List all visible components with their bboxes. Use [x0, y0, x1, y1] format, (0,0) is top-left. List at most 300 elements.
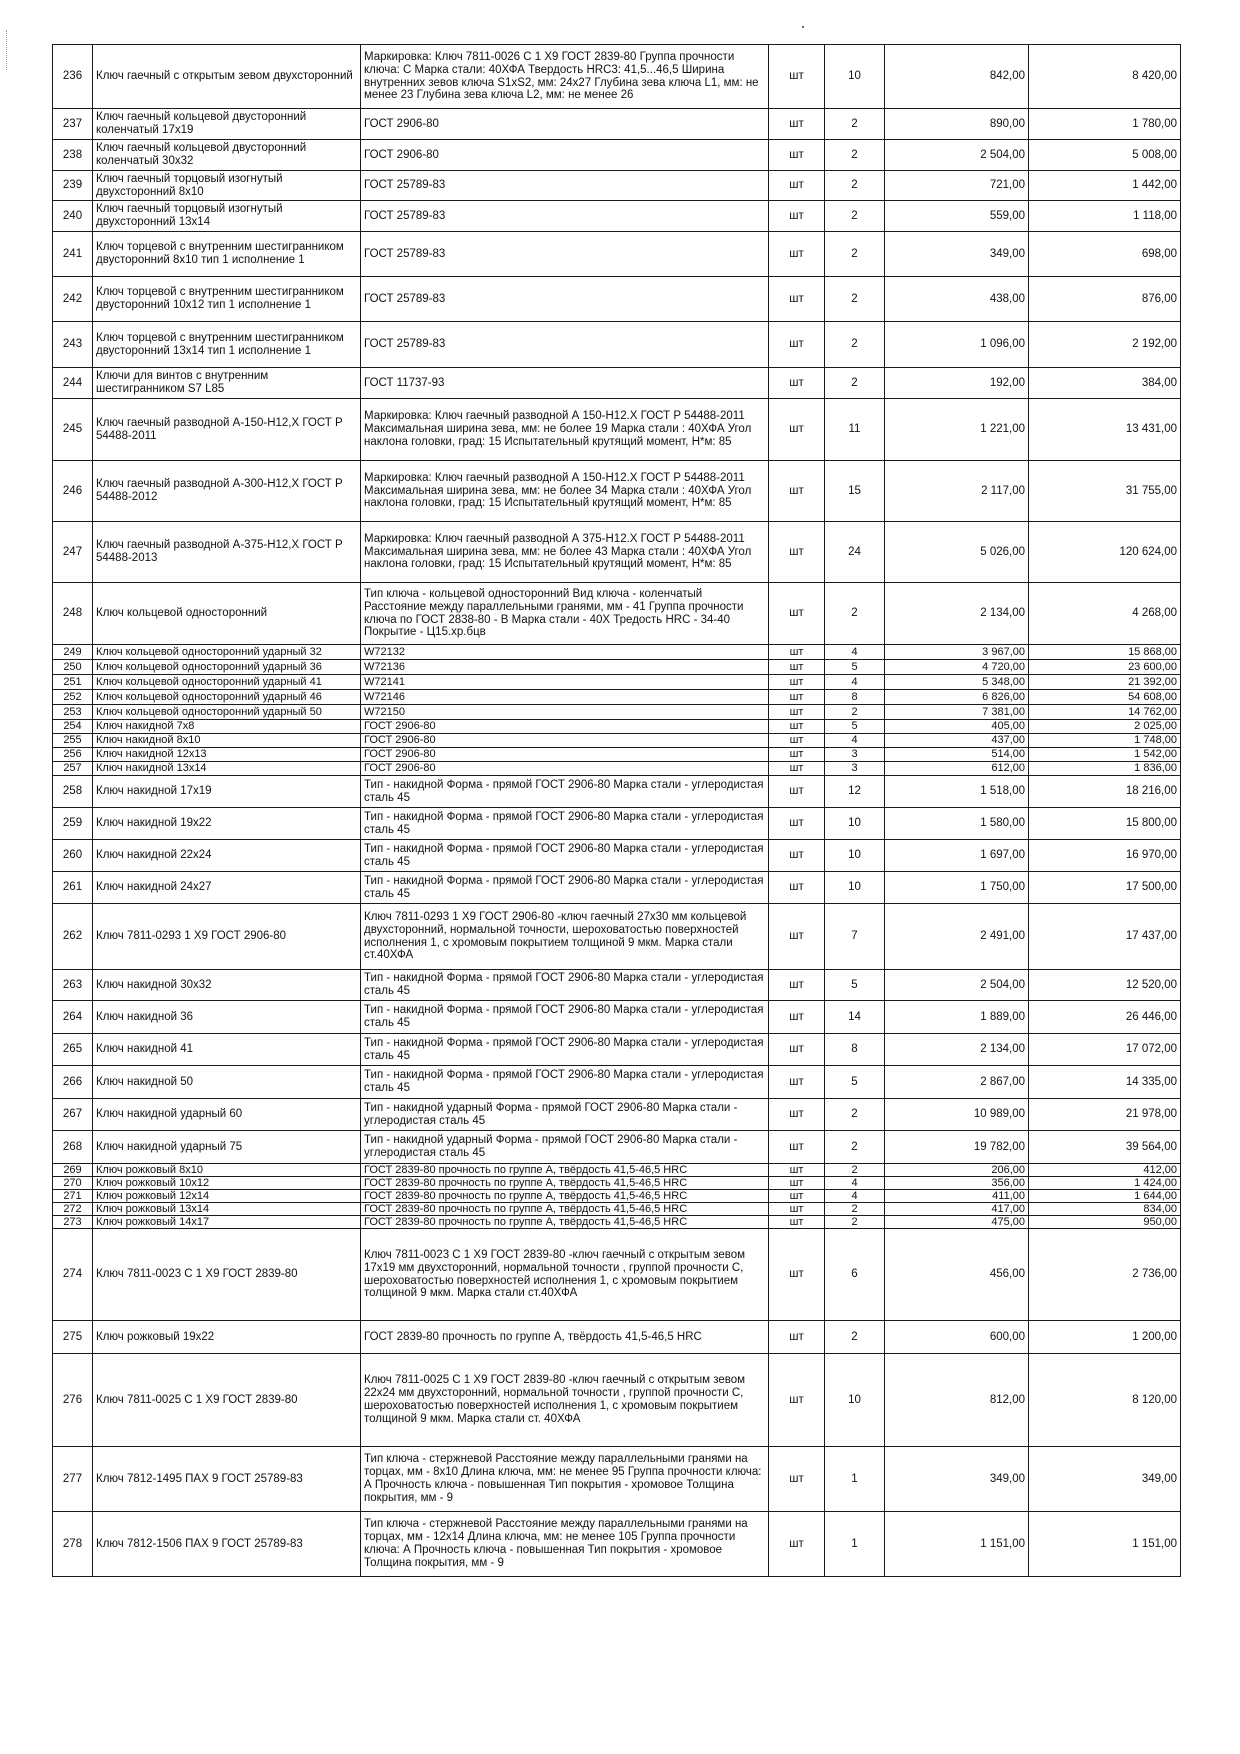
- unit-of-measure-cell: шт: [769, 840, 825, 872]
- item-description-cell: ГОСТ 25789-83: [361, 171, 769, 201]
- item-description-cell: ГОСТ 2839-80 прочность по группе А, твёрдость 41,5-46,5 HRC: [361, 1321, 769, 1354]
- unit-of-measure-cell: шт: [769, 705, 825, 720]
- table-row: [53, 1164, 1181, 1177]
- item-name-cell: Ключ торцевой с внутренним шестигранником двусторонний 8х10 тип 1 исполнение 1: [93, 232, 361, 277]
- row-number-cell: 265: [53, 1034, 93, 1066]
- unit-price-cell: 2 504,00: [885, 140, 1029, 171]
- table-row: [53, 1229, 1181, 1321]
- quantity-cell: 10: [825, 808, 885, 840]
- unit-price-cell: 890,00: [885, 109, 1029, 140]
- quantity-cell: 10: [825, 1354, 885, 1447]
- item-name-cell: Ключ гаечный разводной А-150-Н12,Х ГОСТ Р 54488-2011: [93, 399, 361, 461]
- unit-of-measure-cell: шт: [769, 645, 825, 660]
- quantity-cell: 8: [825, 690, 885, 705]
- unit-price-cell: 2 134,00: [885, 583, 1029, 645]
- quantity-cell: 2: [825, 322, 885, 368]
- item-name-cell: Ключ рожковый 14х17: [93, 1216, 361, 1229]
- line-total-cell: 15 868,00: [1029, 645, 1181, 660]
- unit-of-measure-cell: шт: [769, 1321, 825, 1354]
- row-number-cell: 258: [53, 776, 93, 808]
- unit-of-measure-cell: шт: [769, 232, 825, 277]
- table-row: [53, 277, 1181, 322]
- table-row: [53, 461, 1181, 522]
- quantity-cell: 2: [825, 368, 885, 399]
- line-total-cell: 1 644,00: [1029, 1190, 1181, 1203]
- table-body: [53, 45, 1181, 1577]
- table-row: [53, 1177, 1181, 1190]
- table-row: [53, 1447, 1181, 1512]
- unit-price-cell: 5 026,00: [885, 522, 1029, 583]
- item-description-cell: ГОСТ 11737-93: [361, 368, 769, 399]
- unit-price-cell: 1 096,00: [885, 322, 1029, 368]
- item-description-cell: ГОСТ 25789-83: [361, 232, 769, 277]
- line-total-cell: 26 446,00: [1029, 1001, 1181, 1034]
- unit-price-cell: 437,00: [885, 734, 1029, 748]
- unit-price-cell: 6 826,00: [885, 690, 1029, 705]
- line-total-cell: 17 437,00: [1029, 904, 1181, 970]
- unit-price-cell: 721,00: [885, 171, 1029, 201]
- item-description-cell: ГОСТ 25789-83: [361, 322, 769, 368]
- table-row: [53, 1099, 1181, 1131]
- quantity-cell: 10: [825, 840, 885, 872]
- unit-of-measure-cell: шт: [769, 522, 825, 583]
- quantity-cell: 5: [825, 970, 885, 1001]
- line-total-cell: 2 736,00: [1029, 1229, 1181, 1321]
- item-name-cell: Ключ кольцевой односторонний ударный 32: [93, 645, 361, 660]
- item-description-cell: Тип - накидной ударный Форма - прямой ГОСТ 2906-80 Марка стали - углеродистая сталь 45: [361, 1099, 769, 1131]
- item-description-cell: Тип - накидной Форма - прямой ГОСТ 2906-80 Марка стали - углеродистая сталь 45: [361, 970, 769, 1001]
- row-number-cell: 245: [53, 399, 93, 461]
- line-total-cell: 412,00: [1029, 1164, 1181, 1177]
- unit-of-measure-cell: шт: [769, 45, 825, 109]
- row-number-cell: 267: [53, 1099, 93, 1131]
- unit-of-measure-cell: шт: [769, 1512, 825, 1577]
- quantity-cell: 3: [825, 748, 885, 762]
- item-name-cell: Ключ 7812-1495 ПАХ 9 ГОСТ 25789-83: [93, 1447, 361, 1512]
- unit-of-measure-cell: шт: [769, 1164, 825, 1177]
- item-description-cell: Маркировка: Ключ гаечный разводной А 150-Н12.Х ГОСТ Р 54488-2011 Максимальная ширина зева, мм: не более 34 Марка стали : 40ХФА Угол наклона головки, град: 15 Испытательный крутящий момент, Н*м: 85: [361, 461, 769, 522]
- unit-price-cell: 417,00: [885, 1203, 1029, 1216]
- unit-of-measure-cell: шт: [769, 1066, 825, 1099]
- line-total-cell: 8 120,00: [1029, 1354, 1181, 1447]
- item-name-cell: Ключ 7812-1506 ПАХ 9 ГОСТ 25789-83: [93, 1512, 361, 1577]
- table-row: [53, 1321, 1181, 1354]
- item-name-cell: Ключ накидной ударный 75: [93, 1131, 361, 1164]
- quantity-cell: 5: [825, 720, 885, 734]
- item-name-cell: Ключ кольцевой односторонний ударный 36: [93, 660, 361, 675]
- unit-price-cell: 438,00: [885, 277, 1029, 322]
- table-row: [53, 522, 1181, 583]
- row-number-cell: 248: [53, 583, 93, 645]
- table-row: [53, 1131, 1181, 1164]
- table-row: [53, 322, 1181, 368]
- unit-price-cell: 1 518,00: [885, 776, 1029, 808]
- row-number-cell: 266: [53, 1066, 93, 1099]
- item-description-cell: ГОСТ 2839-80 прочность по группе А, твёрдость 41,5-46,5 HRC: [361, 1164, 769, 1177]
- quantity-cell: 10: [825, 872, 885, 904]
- line-total-cell: 1 780,00: [1029, 109, 1181, 140]
- item-description-cell: ГОСТ 2839-80 прочность по группе А, твёрдость 41,5-46,5 HRC: [361, 1203, 769, 1216]
- unit-of-measure-cell: шт: [769, 201, 825, 232]
- row-number-cell: 243: [53, 322, 93, 368]
- quantity-cell: 14: [825, 1001, 885, 1034]
- table-row: [53, 840, 1181, 872]
- unit-price-cell: 19 782,00: [885, 1131, 1029, 1164]
- row-number-cell: 246: [53, 461, 93, 522]
- row-number-cell: 277: [53, 1447, 93, 1512]
- item-name-cell: Ключ гаечный разводной А-300-Н12,Х ГОСТ Р 54488-2012: [93, 461, 361, 522]
- line-total-cell: 834,00: [1029, 1203, 1181, 1216]
- item-description-cell: ГОСТ 2839-80 прочность по группе А, твёрдость 41,5-46,5 HRC: [361, 1177, 769, 1190]
- line-total-cell: 384,00: [1029, 368, 1181, 399]
- unit-price-cell: 1 151,00: [885, 1512, 1029, 1577]
- item-name-cell: Ключ рожковый 19х22: [93, 1321, 361, 1354]
- row-number-cell: 253: [53, 705, 93, 720]
- line-total-cell: 1 836,00: [1029, 762, 1181, 776]
- unit-price-cell: 356,00: [885, 1177, 1029, 1190]
- item-description-cell: ГОСТ 2906-80: [361, 734, 769, 748]
- row-number-cell: 263: [53, 970, 93, 1001]
- unit-price-cell: 7 381,00: [885, 705, 1029, 720]
- unit-of-measure-cell: шт: [769, 322, 825, 368]
- unit-price-cell: 812,00: [885, 1354, 1029, 1447]
- line-total-cell: 8 420,00: [1029, 45, 1181, 109]
- item-name-cell: Ключ накидной 30х32: [93, 970, 361, 1001]
- quantity-cell: 5: [825, 660, 885, 675]
- row-number-cell: 239: [53, 171, 93, 201]
- item-name-cell: Ключи для винтов с внутренним шестигранником S7 L85: [93, 368, 361, 399]
- row-number-cell: 262: [53, 904, 93, 970]
- unit-of-measure-cell: шт: [769, 904, 825, 970]
- line-total-cell: 1 424,00: [1029, 1177, 1181, 1190]
- unit-of-measure-cell: шт: [769, 1099, 825, 1131]
- line-total-cell: 14 335,00: [1029, 1066, 1181, 1099]
- line-total-cell: 14 762,00: [1029, 705, 1181, 720]
- row-number-cell: 250: [53, 660, 93, 675]
- line-total-cell: 23 600,00: [1029, 660, 1181, 675]
- unit-price-cell: 405,00: [885, 720, 1029, 734]
- quantity-cell: 4: [825, 1190, 885, 1203]
- unit-price-cell: 559,00: [885, 201, 1029, 232]
- quantity-cell: 4: [825, 1177, 885, 1190]
- row-number-cell: 260: [53, 840, 93, 872]
- item-name-cell: Ключ кольцевой односторонний: [93, 583, 361, 645]
- unit-of-measure-cell: шт: [769, 970, 825, 1001]
- table-row: [53, 1034, 1181, 1066]
- unit-price-cell: 600,00: [885, 1321, 1029, 1354]
- quantity-cell: 4: [825, 675, 885, 690]
- item-description-cell: W72141: [361, 675, 769, 690]
- table-row: [53, 970, 1181, 1001]
- unit-price-cell: 349,00: [885, 232, 1029, 277]
- quantity-cell: 15: [825, 461, 885, 522]
- item-name-cell: Ключ торцевой с внутренним шестигранником двусторонний 13х14 тип 1 исполнение 1: [93, 322, 361, 368]
- item-description-cell: Тип - накидной Форма - прямой ГОСТ 2906-80 Марка стали - углеродистая сталь 45: [361, 776, 769, 808]
- item-description-cell: Тип - накидной Форма - прямой ГОСТ 2906-80 Марка стали - углеродистая сталь 45: [361, 872, 769, 904]
- quantity-cell: 2: [825, 1216, 885, 1229]
- quantity-cell: 2: [825, 1131, 885, 1164]
- item-description-cell: ГОСТ 2906-80: [361, 762, 769, 776]
- table-row: [53, 1066, 1181, 1099]
- unit-price-cell: 411,00: [885, 1190, 1029, 1203]
- line-total-cell: 5 008,00: [1029, 140, 1181, 171]
- unit-of-measure-cell: шт: [769, 1034, 825, 1066]
- item-description-cell: W72146: [361, 690, 769, 705]
- row-number-cell: 240: [53, 201, 93, 232]
- item-description-cell: Маркировка: Ключ гаечный разводной А 375-Н12.Х ГОСТ Р 54488-2011 Максимальная ширина зева, мм: не более 43 Марка стали : 40ХФА Угол наклона головки, град: 15 Испытательный крутящий момент, Н*м: 85: [361, 522, 769, 583]
- item-name-cell: Ключ гаечный торцовый изогнутый двухсторонний 13х14: [93, 201, 361, 232]
- unit-of-measure-cell: шт: [769, 1447, 825, 1512]
- item-description-cell: W72132: [361, 645, 769, 660]
- table-row: [53, 1001, 1181, 1034]
- table-row: [53, 171, 1181, 201]
- line-total-cell: 1 200,00: [1029, 1321, 1181, 1354]
- specification-table: [52, 44, 1181, 1577]
- unit-of-measure-cell: шт: [769, 808, 825, 840]
- unit-of-measure-cell: шт: [769, 461, 825, 522]
- item-description-cell: Тип ключа - стержневой Расстояние между параллельными гранями на торцах, мм - 12х14 Длина ключа, мм: не менее 105 Группа прочности ключа: А Прочность ключа - повышенная Тип покрытия - хромовое Толщина покрытия, мм - 9: [361, 1512, 769, 1577]
- unit-of-measure-cell: шт: [769, 1190, 825, 1203]
- quantity-cell: 2: [825, 109, 885, 140]
- row-number-cell: 249: [53, 645, 93, 660]
- line-total-cell: 54 608,00: [1029, 690, 1181, 705]
- item-name-cell: Ключ кольцевой односторонний ударный 41: [93, 675, 361, 690]
- item-description-cell: W72150: [361, 705, 769, 720]
- line-total-cell: 1 748,00: [1029, 734, 1181, 748]
- row-number-cell: 268: [53, 1131, 93, 1164]
- row-number-cell: 274: [53, 1229, 93, 1321]
- row-number-cell: 271: [53, 1190, 93, 1203]
- item-name-cell: Ключ накидной 12х13: [93, 748, 361, 762]
- unit-price-cell: 10 989,00: [885, 1099, 1029, 1131]
- unit-of-measure-cell: шт: [769, 171, 825, 201]
- table-row: [53, 1512, 1181, 1577]
- item-name-cell: Ключ рожковый 8х10: [93, 1164, 361, 1177]
- quantity-cell: 10: [825, 45, 885, 109]
- quantity-cell: 3: [825, 762, 885, 776]
- unit-price-cell: 1 889,00: [885, 1001, 1029, 1034]
- item-description-cell: ГОСТ 25789-83: [361, 201, 769, 232]
- item-name-cell: Ключ гаечный кольцевой двусторонний коленчатый 17х19: [93, 109, 361, 140]
- item-name-cell: Ключ 7811-0293 1 Х9 ГОСТ 2906-80: [93, 904, 361, 970]
- item-description-cell: ГОСТ 25789-83: [361, 277, 769, 322]
- row-number-cell: 272: [53, 1203, 93, 1216]
- unit-of-measure-cell: шт: [769, 720, 825, 734]
- unit-of-measure-cell: шт: [769, 872, 825, 904]
- item-name-cell: Ключ накидной 17х19: [93, 776, 361, 808]
- table-row: [53, 140, 1181, 171]
- line-total-cell: 349,00: [1029, 1447, 1181, 1512]
- scan-speck: [802, 26, 804, 28]
- table-row: [53, 748, 1181, 762]
- item-name-cell: Ключ гаечный разводной А-375-Н12,Х ГОСТ Р 54488-2013: [93, 522, 361, 583]
- item-name-cell: Ключ накидной 50: [93, 1066, 361, 1099]
- item-description-cell: Тип - накидной Форма - прямой ГОСТ 2906-80 Марка стали - углеродистая сталь 45: [361, 808, 769, 840]
- item-description-cell: Тип - накидной Форма - прямой ГОСТ 2906-80 Марка стали - углеродистая сталь 45: [361, 1066, 769, 1099]
- row-number-cell: 278: [53, 1512, 93, 1577]
- item-description-cell: Тип ключа - кольцевой односторонний Вид ключа - коленчатый Расстояние между параллельными гранями, мм - 41 Группа прочности ключа по ГОСТ 2838-80 - В Марка стали - 40Х Тредость HRC - 34-40 Покрытие - Ц15.хр.бцв: [361, 583, 769, 645]
- unit-price-cell: 1 221,00: [885, 399, 1029, 461]
- quantity-cell: 2: [825, 140, 885, 171]
- item-name-cell: Ключ накидной 36: [93, 1001, 361, 1034]
- unit-of-measure-cell: шт: [769, 1354, 825, 1447]
- line-total-cell: 17 072,00: [1029, 1034, 1181, 1066]
- unit-price-cell: 192,00: [885, 368, 1029, 399]
- quantity-cell: 2: [825, 1203, 885, 1216]
- unit-of-measure-cell: шт: [769, 776, 825, 808]
- row-number-cell: 247: [53, 522, 93, 583]
- quantity-cell: 2: [825, 1099, 885, 1131]
- unit-price-cell: 4 720,00: [885, 660, 1029, 675]
- unit-price-cell: 842,00: [885, 45, 1029, 109]
- row-number-cell: 264: [53, 1001, 93, 1034]
- unit-price-cell: 475,00: [885, 1216, 1029, 1229]
- row-number-cell: 276: [53, 1354, 93, 1447]
- row-number-cell: 236: [53, 45, 93, 109]
- quantity-cell: 4: [825, 645, 885, 660]
- unit-of-measure-cell: шт: [769, 140, 825, 171]
- item-name-cell: Ключ кольцевой односторонний ударный 50: [93, 705, 361, 720]
- row-number-cell: 257: [53, 762, 93, 776]
- table-row: [53, 1190, 1181, 1203]
- unit-price-cell: 5 348,00: [885, 675, 1029, 690]
- table-row: [53, 705, 1181, 720]
- table-row: [53, 45, 1181, 109]
- item-description-cell: ГОСТ 2906-80: [361, 109, 769, 140]
- quantity-cell: 5: [825, 1066, 885, 1099]
- line-total-cell: 698,00: [1029, 232, 1181, 277]
- unit-price-cell: 206,00: [885, 1164, 1029, 1177]
- item-name-cell: Ключ рожковый 10х12: [93, 1177, 361, 1190]
- row-number-cell: 261: [53, 872, 93, 904]
- line-total-cell: 39 564,00: [1029, 1131, 1181, 1164]
- unit-of-measure-cell: шт: [769, 1131, 825, 1164]
- row-number-cell: 237: [53, 109, 93, 140]
- unit-price-cell: 1 750,00: [885, 872, 1029, 904]
- item-description-cell: ГОСТ 2839-80 прочность по группе А, твёрдость 41,5-46,5 HRC: [361, 1190, 769, 1203]
- unit-of-measure-cell: шт: [769, 660, 825, 675]
- item-name-cell: Ключ гаечный торцовый изогнутый двухсторонний 8х10: [93, 171, 361, 201]
- line-total-cell: 950,00: [1029, 1216, 1181, 1229]
- item-description-cell: ГОСТ 2906-80: [361, 140, 769, 171]
- unit-of-measure-cell: шт: [769, 1229, 825, 1321]
- unit-price-cell: 2 491,00: [885, 904, 1029, 970]
- table-row: [53, 720, 1181, 734]
- row-number-cell: 251: [53, 675, 93, 690]
- table-row: [53, 872, 1181, 904]
- table-row: [53, 1203, 1181, 1216]
- quantity-cell: 11: [825, 399, 885, 461]
- row-number-cell: 270: [53, 1177, 93, 1190]
- item-name-cell: Ключ накидной ударный 60: [93, 1099, 361, 1131]
- line-total-cell: 1 442,00: [1029, 171, 1181, 201]
- item-description-cell: ГОСТ 2906-80: [361, 720, 769, 734]
- table-row: [53, 368, 1181, 399]
- table-row: [53, 399, 1181, 461]
- line-total-cell: 2 192,00: [1029, 322, 1181, 368]
- line-total-cell: 1 118,00: [1029, 201, 1181, 232]
- unit-price-cell: 3 967,00: [885, 645, 1029, 660]
- table-row: [53, 583, 1181, 645]
- item-description-cell: ГОСТ 2839-80 прочность по группе А, твёрдость 41,5-46,5 HRC: [361, 1216, 769, 1229]
- table-row: [53, 1216, 1181, 1229]
- quantity-cell: 24: [825, 522, 885, 583]
- row-number-cell: 242: [53, 277, 93, 322]
- unit-of-measure-cell: шт: [769, 762, 825, 776]
- quantity-cell: 4: [825, 734, 885, 748]
- table-row: [53, 201, 1181, 232]
- table-row: [53, 690, 1181, 705]
- row-number-cell: 254: [53, 720, 93, 734]
- table-row: [53, 660, 1181, 675]
- quantity-cell: 8: [825, 1034, 885, 1066]
- unit-price-cell: 2 134,00: [885, 1034, 1029, 1066]
- item-description-cell: Маркировка: Ключ гаечный разводной А 150-Н12.Х ГОСТ Р 54488-2011 Максимальная ширина зева, мм: не более 19 Марка стали : 40ХФА Угол наклона головки, град: 15 Испытательный крутящий момент, Н*м: 85: [361, 399, 769, 461]
- unit-price-cell: 1 580,00: [885, 808, 1029, 840]
- line-total-cell: 21 392,00: [1029, 675, 1181, 690]
- line-total-cell: 120 624,00: [1029, 522, 1181, 583]
- unit-of-measure-cell: шт: [769, 1216, 825, 1229]
- row-number-cell: 252: [53, 690, 93, 705]
- unit-of-measure-cell: шт: [769, 748, 825, 762]
- item-name-cell: Ключ накидной 19х22: [93, 808, 361, 840]
- unit-of-measure-cell: шт: [769, 734, 825, 748]
- item-description-cell: Тип ключа - стержневой Расстояние между параллельными гранями на торцах, мм - 8х10 Длина ключа, мм: не менее 95 Группа прочности ключа: А Прочность ключа - повышенная Тип покрытия - хромовое Толщина покрытия, мм - 9: [361, 1447, 769, 1512]
- unit-of-measure-cell: шт: [769, 583, 825, 645]
- quantity-cell: 6: [825, 1229, 885, 1321]
- unit-price-cell: 349,00: [885, 1447, 1029, 1512]
- quantity-cell: 1: [825, 1447, 885, 1512]
- line-total-cell: 1 151,00: [1029, 1512, 1181, 1577]
- line-total-cell: 876,00: [1029, 277, 1181, 322]
- item-description-cell: Маркировка: Ключ 7811-0026 С 1 Х9 ГОСТ 2839-80 Группа прочности ключа: С Марка стали: 40ХФА Твердость HRC3: 41,5...46,5 Ширина внутренних зевов ключа S1хS2, мм: 24х27 Глубина зева ключа L1, мм: не менее 23 Глубина зева ключа L2, мм: не менее 26: [361, 45, 769, 109]
- row-number-cell: 255: [53, 734, 93, 748]
- unit-of-measure-cell: шт: [769, 109, 825, 140]
- item-name-cell: Ключ рожковый 12х14: [93, 1190, 361, 1203]
- unit-price-cell: 2 504,00: [885, 970, 1029, 1001]
- line-total-cell: 2 025,00: [1029, 720, 1181, 734]
- item-name-cell: Ключ накидной 8х10: [93, 734, 361, 748]
- line-total-cell: 1 542,00: [1029, 748, 1181, 762]
- unit-of-measure-cell: шт: [769, 1177, 825, 1190]
- item-name-cell: Ключ кольцевой односторонний ударный 46: [93, 690, 361, 705]
- quantity-cell: 2: [825, 705, 885, 720]
- item-name-cell: Ключ 7811-0025 С 1 Х9 ГОСТ 2839-80: [93, 1354, 361, 1447]
- unit-of-measure-cell: шт: [769, 277, 825, 322]
- table-row: [53, 776, 1181, 808]
- item-description-cell: Ключ 7811-0023 С 1 Х9 ГОСТ 2839-80 -ключ гаечный с открытым зевом 17х19 мм двухсторонний, нормальной точности , группой прочности С, шероховатостью поверхностей исполнения 1, с хромовым покрытием толщиной 9 мкм. Марка стали ст.40ХФА: [361, 1229, 769, 1321]
- quantity-cell: 12: [825, 776, 885, 808]
- item-name-cell: Ключ накидной 22х24: [93, 840, 361, 872]
- unit-of-measure-cell: шт: [769, 690, 825, 705]
- table-row: [53, 675, 1181, 690]
- table-row: [53, 762, 1181, 776]
- table-row: [53, 1354, 1181, 1447]
- unit-price-cell: 1 697,00: [885, 840, 1029, 872]
- table-row: [53, 734, 1181, 748]
- table-row: [53, 808, 1181, 840]
- quantity-cell: 2: [825, 1321, 885, 1354]
- row-number-cell: 275: [53, 1321, 93, 1354]
- item-description-cell: Тип - накидной Форма - прямой ГОСТ 2906-80 Марка стали - углеродистая сталь 45: [361, 840, 769, 872]
- table-row: [53, 232, 1181, 277]
- line-total-cell: 18 216,00: [1029, 776, 1181, 808]
- unit-price-cell: 456,00: [885, 1229, 1029, 1321]
- item-name-cell: Ключ гаечный кольцевой двусторонний коленчатый 30х32: [93, 140, 361, 171]
- line-total-cell: 13 431,00: [1029, 399, 1181, 461]
- item-description-cell: Тип - накидной Форма - прямой ГОСТ 2906-80 Марка стали - углеродистая сталь 45: [361, 1001, 769, 1034]
- item-name-cell: Ключ гаечный с открытым зевом двухсторонний: [93, 45, 361, 109]
